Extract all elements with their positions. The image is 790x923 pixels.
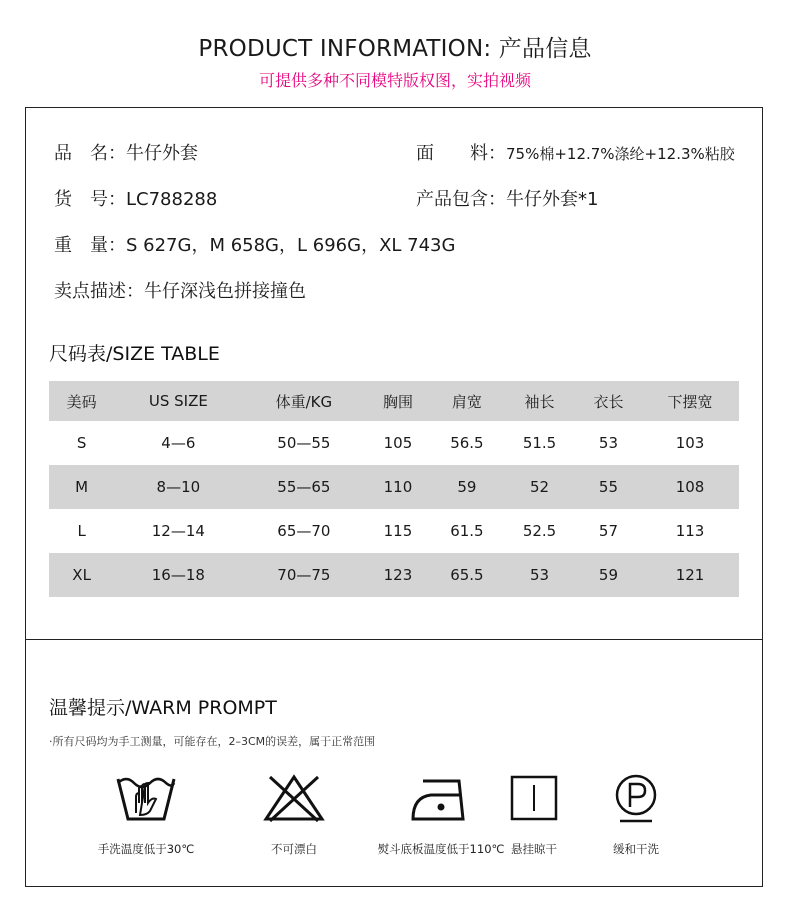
sku-value: LC788288 <box>126 189 218 210</box>
table-cell: 55—65 <box>277 478 331 496</box>
table-cell: 110 <box>383 478 413 496</box>
table-cell: 70—75 <box>277 566 331 584</box>
sku-label: 货 号： <box>54 189 126 210</box>
no-bleach-icon <box>262 773 326 823</box>
table-cell: 59 <box>457 478 477 496</box>
table-cell: 8—10 <box>156 478 201 496</box>
care-label: 熨斗底板温度低于110℃ <box>377 842 505 856</box>
measurement-note: ·所有尺码均为手工测量，可能存在，2–3CM的误差，属于正常范围 <box>49 735 376 748</box>
table-cell: 53 <box>598 434 618 452</box>
table-cell: 65.5 <box>450 566 484 584</box>
selling-point-row <box>54 277 306 303</box>
care-label: 手洗温度低于30℃ <box>97 842 195 856</box>
selling-point-value: 牛仔深浅色拼接撞色 <box>144 281 306 302</box>
table-cell: 121 <box>675 566 705 584</box>
table-row <box>49 465 739 509</box>
table-cell: 56.5 <box>450 434 484 452</box>
care-label: 悬挂晾干 <box>511 842 557 856</box>
table-cell: 12—14 <box>151 522 205 540</box>
material-row <box>416 139 735 165</box>
table-cell: 115 <box>383 522 413 540</box>
warm-prompt-heading: 温馨提示/WARM PROMPT <box>49 697 277 719</box>
table-cell: 59 <box>598 566 618 584</box>
table-cell: 53 <box>529 566 550 584</box>
care-item-hand-wash <box>76 773 216 857</box>
table-cell: 50—55 <box>277 434 331 452</box>
size-table-heading: 尺码表/SIZE TABLE <box>49 343 220 365</box>
column-header: 袖长 <box>524 392 555 411</box>
table-cell: 108 <box>675 478 705 496</box>
includes-value: 牛仔外套*1 <box>506 189 599 210</box>
table-cell: XL <box>72 566 91 584</box>
table-cell: L <box>77 522 86 540</box>
care-item-no-bleach <box>224 773 364 857</box>
table-cell: 113 <box>675 522 705 540</box>
column-header: 下摆宽 <box>667 392 713 411</box>
dry-clean-p-icon <box>604 773 668 823</box>
material-value: 75%棉+12.7%涤纶+12.3%粘胶 <box>506 145 735 163</box>
table-cell: S <box>76 434 87 452</box>
table-cell: 52 <box>529 478 550 496</box>
weight-label: 重 量： <box>54 235 126 256</box>
product-name-row <box>54 139 198 165</box>
table-cell: 105 <box>383 434 413 452</box>
selling-point-label: 卖点描述： <box>54 281 144 302</box>
care-item-dry-clean <box>566 773 706 857</box>
product-name-value: 牛仔外套 <box>126 143 198 164</box>
weight-value: S 627G，M 658G，L 696G，XL 743G <box>126 235 456 256</box>
size-table <box>49 381 739 597</box>
weight-row <box>54 231 455 257</box>
table-cell: 16—18 <box>151 566 205 584</box>
table-cell: 51.5 <box>522 434 557 452</box>
care-label: 缓和干洗 <box>613 842 659 856</box>
hang-dry-icon <box>502 773 566 823</box>
product-name-label: 品 名： <box>54 143 126 164</box>
page-subtitle: 可提供多种不同模特版权图，实拍视频 <box>258 71 531 90</box>
table-cell: M <box>75 478 89 496</box>
column-header: 肩宽 <box>451 392 482 411</box>
column-header: US SIZE <box>148 392 208 410</box>
table-row <box>49 421 739 465</box>
hand-wash-icon <box>114 773 178 823</box>
section-divider <box>26 639 762 640</box>
includes-label: 产品包含： <box>416 189 506 210</box>
column-header: 体重/KG <box>275 392 333 411</box>
table-cell: 61.5 <box>450 522 484 540</box>
includes-row <box>416 185 598 211</box>
table-cell: 52.5 <box>522 522 557 540</box>
column-header: 胸围 <box>382 392 413 411</box>
table-row <box>49 509 739 553</box>
table-cell: 123 <box>383 566 413 584</box>
table-cell: 4—6 <box>161 434 196 452</box>
table-cell: 65—70 <box>277 522 331 540</box>
table-cell: 55 <box>598 478 618 496</box>
info-panel <box>25 107 763 887</box>
column-header: 美码 <box>66 392 97 411</box>
table-cell: 57 <box>598 522 618 540</box>
care-label: 不可漂白 <box>271 842 317 856</box>
sku-row <box>54 185 217 211</box>
table-cell: 103 <box>675 434 705 452</box>
table-row <box>49 553 739 597</box>
size-table-header-row <box>49 381 739 421</box>
page-title: PRODUCT INFORMATION: 产品信息 <box>198 36 592 62</box>
column-header: 衣长 <box>593 392 624 411</box>
material-label: 面 料： <box>416 143 506 164</box>
